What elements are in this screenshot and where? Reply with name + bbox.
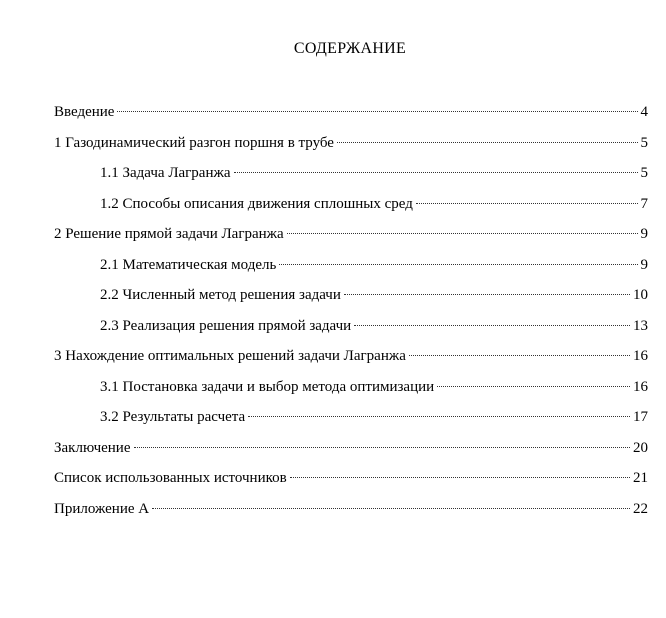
toc-entry-page: 13: [633, 317, 648, 334]
toc-entry-page: 16: [633, 378, 648, 395]
dot-leader: [337, 142, 638, 143]
dot-leader: [287, 233, 638, 234]
toc-entry-page: 20: [633, 439, 648, 456]
toc-entry-section-1-1: [54, 163, 648, 194]
dot-leader: [354, 325, 630, 326]
toc-entry-label: 3.2 Результаты расчета: [100, 409, 246, 425]
toc-entry-page: 7: [640, 195, 648, 212]
toc-entry-page: 9: [640, 256, 648, 273]
dot-leader: [152, 508, 630, 509]
toc-entry-section-2-2: [54, 285, 648, 316]
toc-entry-page: 17: [633, 409, 648, 425]
toc-entry-page: 10: [633, 287, 648, 303]
dot-leader: [279, 264, 637, 265]
toc-entry-chapter-1: [54, 133, 648, 164]
toc-entry-page: 4: [640, 104, 648, 120]
toc-entry-conclusion: [54, 438, 648, 469]
dot-leader: [248, 416, 630, 417]
toc-entry-label: Приложение А: [54, 500, 150, 517]
toc-entry-section-3-1: [54, 377, 648, 408]
dot-leader: [290, 477, 630, 478]
toc-entry-references: [54, 468, 648, 499]
toc-entry-chapter-3: [54, 346, 648, 377]
toc-entry-section-2-1: [54, 255, 648, 286]
toc-entry-page: 9: [640, 226, 648, 242]
dot-leader: [409, 355, 630, 356]
toc-entry-page: 5: [640, 134, 648, 151]
toc-entry-label: 3.1 Постановка задачи и выбор метода оптимизации: [100, 378, 435, 395]
dot-leader: [437, 386, 630, 387]
toc-entry-page: 22: [633, 500, 648, 517]
toc-entry-introduction: [54, 102, 648, 133]
table-of-contents: [54, 102, 648, 529]
dot-leader: [234, 172, 638, 173]
toc-entry-label: 1.1 Задача Лагранжа: [100, 165, 231, 181]
dot-leader: [416, 203, 638, 204]
toc-entry-label: Заключение: [54, 439, 131, 456]
toc-entry-label: 2.3 Реализация решения прямой задачи: [100, 317, 352, 334]
toc-entry-page: 5: [640, 165, 648, 181]
dot-leader: [134, 447, 631, 448]
toc-entry-label: Введение: [54, 104, 115, 120]
toc-title: СОДЕРЖАНИЕ: [293, 40, 407, 57]
toc-entry-appendix-a: [54, 499, 648, 530]
toc-entry-label: 2.1 Математическая модель: [100, 256, 277, 273]
toc-entry-section-3-2: [54, 407, 648, 438]
dot-leader: [117, 111, 637, 112]
toc-entry-label: 1 Газодинамический разгон поршня в трубе: [54, 134, 334, 151]
toc-entry-label: 2 Решение прямой задачи Лагранжа: [54, 226, 284, 242]
toc-entry-section-1-2: [54, 194, 648, 225]
toc-entry-section-2-3: [54, 316, 648, 347]
toc-entry-label: 2.2 Численный метод решения задачи: [100, 287, 341, 303]
toc-entry-chapter-2: [54, 224, 648, 255]
toc-entry-page: 16: [633, 348, 648, 364]
toc-entry-label: 3 Нахождение оптимальных решений задачи Лагранжа: [54, 348, 406, 364]
toc-entry-label: 1.2 Способы описания движения сплошных сред: [100, 195, 413, 212]
toc-entry-label: Список использованных источников: [54, 470, 287, 486]
toc-entry-page: 21: [633, 470, 648, 486]
dot-leader: [344, 294, 630, 295]
